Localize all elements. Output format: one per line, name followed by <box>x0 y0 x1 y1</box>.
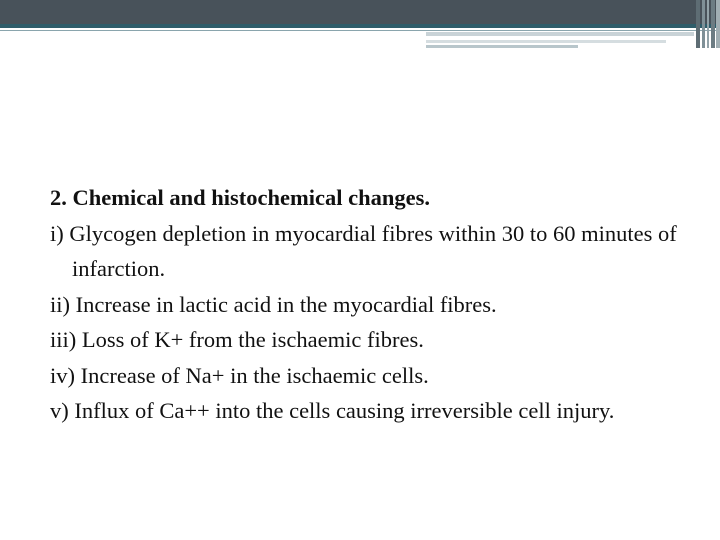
decorative-stripe <box>702 0 705 48</box>
decorative-bar <box>426 32 694 36</box>
header-thin-line <box>0 30 720 31</box>
top-header-band <box>0 0 720 24</box>
list-item: v) Influx of Ca++ into the cells causing irreversible cell injury. <box>50 398 615 423</box>
header-accent-line <box>0 24 720 28</box>
decorative-stripe <box>707 0 709 48</box>
decorative-stripe <box>696 0 700 48</box>
list-item: iv) Increase of Na+ in the ischaemic cells. <box>50 362 429 388</box>
decorative-stripe <box>716 0 720 48</box>
decorative-bar <box>426 45 578 48</box>
decorative-stripe <box>711 0 715 48</box>
slide-heading: 2. Chemical and histochemical changes. <box>50 185 430 210</box>
decorative-bar <box>426 40 666 43</box>
list-item: iii) Loss of K+ from the ischaemic fibres. <box>50 327 424 352</box>
list-item: i) Glycogen depletion in myocardial fibres within 30 to 60 minutes of infarction. <box>50 220 677 281</box>
list-item: ii) Increase in lactic acid in the myocardial fibres. <box>50 291 497 317</box>
slide-body <box>50 180 700 429</box>
